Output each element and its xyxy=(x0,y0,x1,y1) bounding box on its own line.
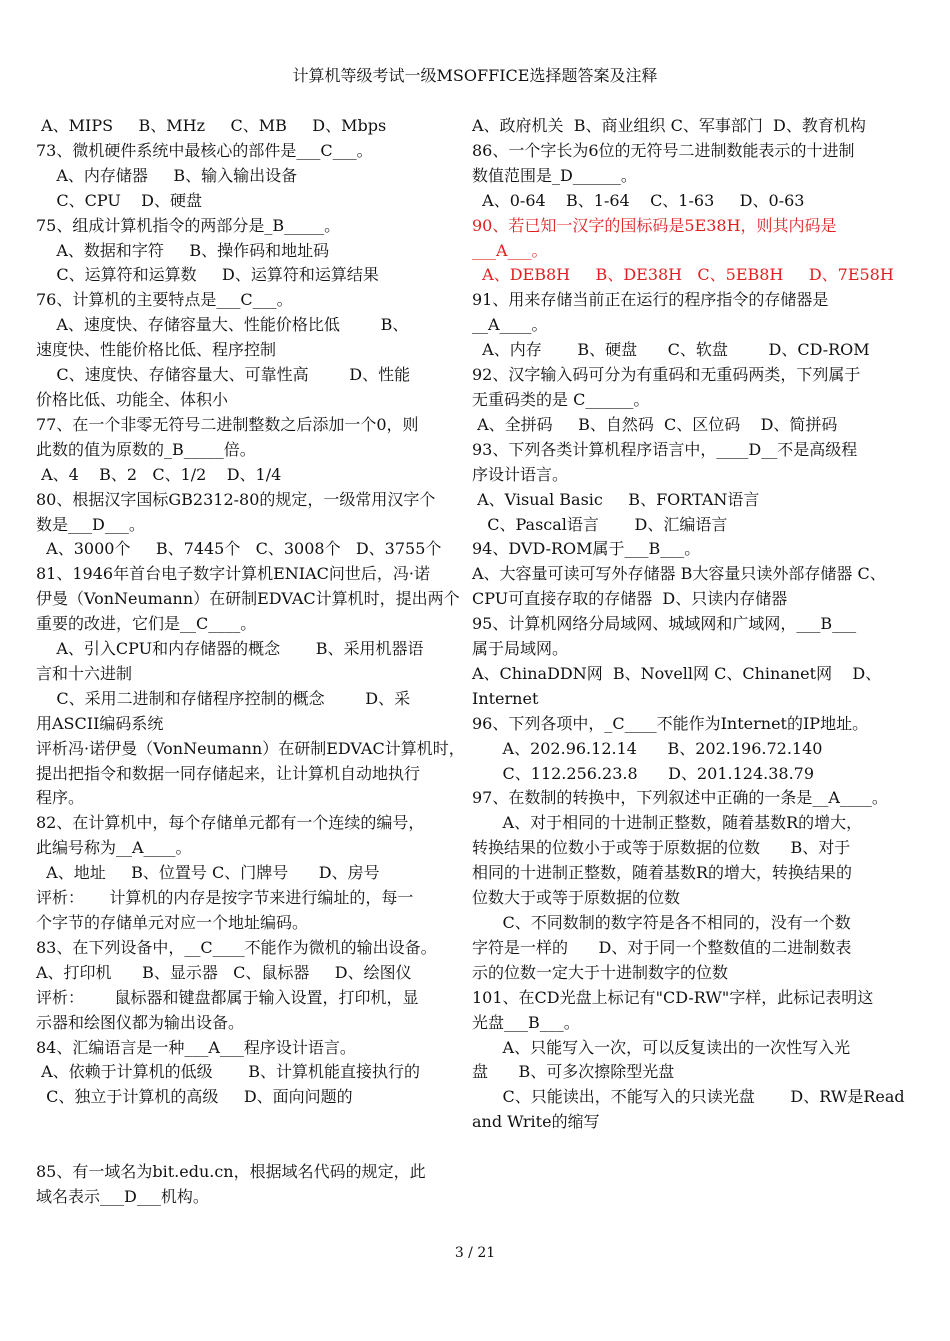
left-column xyxy=(36,114,465,1210)
text-line: 93、下列各类计算机程序语言中，____D__不是高级程 xyxy=(472,439,858,459)
text-line: CPU可直接存取的存储器 D、只读内存储器 xyxy=(472,589,788,609)
text-line: A、政府机关 B、商业组织 C、军事部门 D、教育机构 xyxy=(472,116,866,135)
text-line: A、引入CPU和内存储器的概念 B、采用机器语 xyxy=(36,639,424,659)
text-line: A、DEB8H B、DE38H C、5EB8H D、7E58H xyxy=(472,265,894,285)
text-line: 评析冯·诺伊曼（VonNeumann）在研制EDVAC计算机时， xyxy=(36,738,465,758)
text-line: ___A___。 xyxy=(472,240,548,260)
text-line: 个字节的存储单元对应一个地址编码。 xyxy=(36,913,309,932)
text-line: 伊曼（VonNeumann）在研制EDVAC计算机时，提出两个 xyxy=(36,589,460,609)
text-line: 言和十六进制 xyxy=(36,663,133,683)
text-line: C、112.256.23.8 D、201.124.38.79 xyxy=(472,763,815,783)
text-line: C、独立于计算机的高级 D、面向问题的 xyxy=(36,1087,353,1107)
text-line: 示的位数一定大于十进制数字的位数 xyxy=(472,962,729,982)
page-title: 计算机等级考试一级MSOFFICE选择题答案及注释 xyxy=(292,66,658,85)
text-line: A、MIPS B、MHz C、MB D、Mbps xyxy=(36,116,387,135)
text-line: A、202.96.12.14 B、202.196.72.140 xyxy=(472,738,823,758)
text-line: A、只能写入一次，可以反复读出的一次性写入光 xyxy=(472,1037,851,1057)
text-line: Internet xyxy=(472,688,539,708)
text-line: 提出把指令和数据一同存储起来，让计算机自动地执行 xyxy=(36,763,421,783)
text-line: 程序。 xyxy=(36,788,85,808)
text-line: 字符是一样的 D、对于同一个整数值的二进制数表 xyxy=(472,937,852,957)
text-line: 77、在一个非零无符号二进制整数之后添加一个0，则 xyxy=(36,414,419,434)
text-line: C、只能读出，不能写入的只读光盘 D、RW是Read xyxy=(472,1087,905,1107)
text-line: A、打印机 B、显示器 C、鼠标器 D、绘图仪 xyxy=(36,962,412,982)
page-number: 3 / 21 xyxy=(454,1245,496,1261)
text-line: 94、DVD-ROM属于___B___。 xyxy=(472,539,701,559)
text-line: 位数大于或等于原数据的位数 xyxy=(472,888,681,908)
text-line: 数是___D___。 xyxy=(36,514,145,534)
text-line: A、ChinaDDN网 B、Novell网 C、Chinanet网 D、 xyxy=(472,663,882,683)
text-line: A、依赖于计算机的低级 B、计算机能直接执行的 xyxy=(36,1062,421,1082)
text-line: 82、在计算机中，每个存储单元都有一个连续的编号， xyxy=(36,813,425,833)
text-line: 80、根据汉字国标GB2312-80的规定，一级常用汉字个 xyxy=(36,489,436,509)
text-line: 序设计语言。 xyxy=(472,464,569,484)
text-line: A、0-64 B、1-64 C、1-63 D、0-63 xyxy=(472,190,805,210)
text-line: 95、计算机网络分局域网、城域网和广域网，___B___ xyxy=(472,614,857,634)
text-line: 此编号称为__A____。 xyxy=(36,838,192,858)
text-line: C、CPU D、硬盘 xyxy=(36,190,202,210)
text-line xyxy=(36,1110,439,1135)
text-line: 价格比低、功能全、体积小 xyxy=(36,389,229,409)
text-line: A、大容量可读可写外存储器 B大容量只读外部存储器 C、 xyxy=(472,564,886,584)
text-line: C、Pascal语言 D、汇编语言 xyxy=(472,514,728,534)
text-line: 84、汇编语言是一种___A___程序设计语言。 xyxy=(36,1037,356,1057)
text-line: 评析： 鼠标器和键盘都属于输入设置，打印机，显 xyxy=(36,987,419,1007)
text-line: C、速度快、存储容量大、可靠性高 D、性能 xyxy=(36,365,411,385)
text-line: A、数据和字符 B、操作码和地址码 xyxy=(36,240,330,260)
text-line xyxy=(36,1135,439,1160)
text-line: 101、在CD光盘上标记有"CD-RW"字样，此标记表明这 xyxy=(472,987,874,1007)
text-line: 92、汉字输入码可分为有重码和无重码两类，下列属于 xyxy=(472,365,861,385)
text-line: A、全拼码 B、自然码 C、区位码 D、简拼码 xyxy=(472,414,838,434)
text-line: C、采用二进制和存储程序控制的概念 D、采 xyxy=(36,688,411,708)
text-line: 数值范围是_D______。 xyxy=(472,165,637,185)
text-line: and Write的缩写 xyxy=(472,1112,600,1132)
text-line: 81、1946年首台电子数字计算机ENIAC问世后，冯·诺 xyxy=(36,564,430,584)
text-line: 盘 B、可多次擦除型光盘 xyxy=(472,1062,675,1082)
text-line: __A____。 xyxy=(472,315,548,335)
text-line: 示器和绘图仪都为输出设备。 xyxy=(36,1012,245,1032)
text-line: A、内存 B、硬盘 C、软盘 D、CD-ROM xyxy=(472,340,870,360)
text-line: 91、用来存储当前正在运行的程序指令的存储器是 xyxy=(472,290,829,310)
text-line: 评析： 计算机的内存是按字节来进行编址的，每一 xyxy=(36,888,414,908)
text-line: 96、下列各项中，_C____不能作为Internet的IP地址。 xyxy=(472,713,869,733)
text-line: 86、一个字长为6位的无符号二进制数能表示的十进制 xyxy=(472,140,855,160)
text-line: 75、组成计算机指令的两部分是_B_____。 xyxy=(36,215,341,235)
text-line: 83、在下列设备中，__C____不能作为微机的输出设备。 xyxy=(36,937,437,957)
text-line: A、3000个 B、7445个 C、3008个 D、3755个 xyxy=(36,539,442,559)
text-line: 转换结果的位数小于或等于原数据的位数 B、对于 xyxy=(472,838,851,858)
text-line: 光盘___B___。 xyxy=(472,1012,580,1032)
text-line: A、Visual Basic B、FORTAN语言 xyxy=(472,489,760,509)
text-line: A、对于相同的十进制正整数，随着基数R的增大， xyxy=(472,813,863,833)
text-line: A、地址 B、位置号 C、门牌号 D、房号 xyxy=(36,863,380,883)
text-line: 用ASCII编码系统 xyxy=(36,713,164,733)
text-line: 85、有一域名为bit.edu.cn，根据域名代码的规定，此 xyxy=(36,1162,426,1182)
text-line: 90、若已知一汉字的国标码是5E38H，则其内码是 xyxy=(472,215,837,235)
text-line: 无重码类的是 C______。 xyxy=(472,389,650,409)
right-column xyxy=(472,114,905,1135)
text-line: C、运算符和运算数 D、运算符和运算结果 xyxy=(36,265,379,285)
text-line: A、速度快、存储容量大、性能价格比低 B、 xyxy=(36,315,409,335)
text-line: 73、微机硬件系统中最核心的部件是___C___。 xyxy=(36,140,373,160)
text-line: 域名表示___D___机构。 xyxy=(36,1186,209,1206)
text-line: A、内存储器 B、输入输出设备 xyxy=(36,165,298,185)
text-line: 速度快、性能价格比低、程序控制 xyxy=(36,340,277,360)
text-line: 相同的十进制正整数，随着基数R的增大，转换结果的 xyxy=(472,863,853,883)
text-line: 属于局域网。 xyxy=(472,639,569,659)
text-line: 76、计算机的主要特点是___C___。 xyxy=(36,290,293,310)
text-line: 重要的改进，它们是__C____。 xyxy=(36,614,257,634)
text-line: 此数的值为原数的_B_____倍。 xyxy=(36,439,256,459)
text-line: 97、在数制的转换中，下列叙述中正确的一条是__A____。 xyxy=(472,788,888,808)
text-line: C、不同数制的数字符是各不相同的，没有一个数 xyxy=(472,913,851,932)
text-line: A、4 B、2 C、1/2 D、1/4 xyxy=(36,464,282,484)
